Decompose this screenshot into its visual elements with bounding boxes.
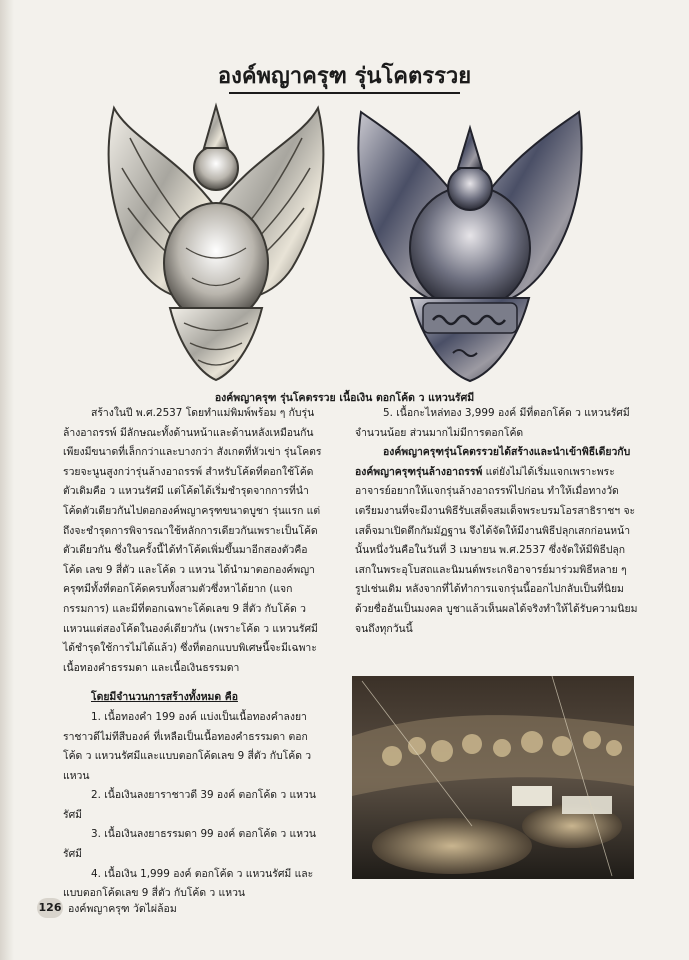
ceremony-paragraph-body: แต่ยังไม่ได้เริ่มแจกเพราะพระอาจารย์อยากให้แจกรุ่นล้างอาถรรพ์ไปก่อน ทำให้เมื่อทางวัดเตรียมงานที่จะมีงานพิธีรับเสด็จสมเด็จพระบรมโอรสาธิราชฯ จะเสด็จมาเปิดตึกกัมมัฏฐาน จึงได้จัดให้มีงานพิธีปลุกเสกก่อนหน้านั้นหนึ่งวันคือในวันที่ 3 เมษายน พ.ศ.2537 ซึ่งจัดให้มีพิธีปลุกเสกในพระอุโบสถและนิมนต์พระเกจิอาจารย์มาร่วมพิธีหลาย ๆ รูปเช่นเดิม หลังจากที่ได้ทำการแจกรุ่นนี้ออกไปกลับเป็นที่นิยมด้วยชื่ออันเป็นมงคล บูชาแล้วเห็นผลได้จริงทำให้ได้รับความนิยมจนถึงทุกวันนี้ xyxy=(355,465,638,635)
page-edge xyxy=(0,0,14,960)
intro-paragraph: สร้างในปี พ.ศ.2537 โดยทำแม่พิมพ์พร้อม ๆ กับรุ่นล้างอาถรรพ์ มีลักษณะทั้งด้านหน้าและด้านหลังเหมือนกัน เพียงมีขนาดที่เล็กกว่าและบางกว่า สังเกตที่หัวเข่า รุ่นโคตรรวยจะนูนสูงกว่ารุ่นล้างอาถรรพ์ สำหรับโค้ดที่ตอกใช้โค้ดตัวเดิมคือ ว แหวนรัศมี แต่โค้ดได้เริ่มชำรุดจากการที่นำโค้ดตัวเดียวกันไปตอกองค์พญาครุฑขนาดบูชา รุ่นแรก แต่ถึงจะชำรุดการพิจารณาใช้หลักการเดียวกันเพราะเป็นโค้ดตัวเดียวกัน ซึ่งในครั้งนี้ได้ทำโค้ดเพิ่มขึ้นมาอีกสองตัวคือโค้ด เลข 9 สี่ตัว และโค้ด ว แหวน ได้นำมาตอกองค์พญาครุฑมีทั้งที่ตอกโค้ดครบทั้งสามตัวซึ่งหาได้ยาก (แจกกรรมการ) และมีที่ตอกเฉพาะโค้ดเลข 9 สี่ตัว กับโค้ด ว แหวนแต่สองโค้ดในองค์เดียวกัน (เพราะโค้ด ว แหวนรัศมีได้ชำรุดใช้การไม่ได้แล้ว) ซึ่งที่ตอกแบบพิเศษนี้จะมีเฉพาะเนื้อทองคำธรรมดา และเนื้อเงินธรรมดา xyxy=(63,407,322,674)
left-column xyxy=(63,404,325,904)
list-item: 3. เนื้อเงินลงยาธรรมดา 99 องค์ ตอกโค้ด ว แหวนรัศมี xyxy=(63,828,317,861)
ceremony-paragraph xyxy=(355,443,639,639)
ceremony-photo xyxy=(352,676,634,879)
title-underline xyxy=(229,92,460,94)
amulet-back-image xyxy=(353,98,587,383)
list-item: 4. เนื้อเงิน 1,999 องค์ ตอกโค้ด ว แหวนรัศมี และแบบตอกโค้ดเลข 9 สี่ตัว กับโค้ด ว แหวน xyxy=(63,867,314,900)
list-item: 1. เนื้อทองคำ 199 องค์ แบ่งเป็นเนื้อทองคำลงยาราชาวดีไม่ทีสีบองค์ ที่เหลือเป็นเนื้อทองคำธรรมดา ตอกโค้ด ว แหวนรัศมีและแบบตอกโค้ดเลข 9 สี่ตัว กับโค้ด ว แหวน xyxy=(63,710,312,782)
list-item: 5. เนื้อกะไหล่ทอง 3,999 องค์ มีที่ตอกโค้ด ว แหวนรัศมีจำนวนน้อย ส่วนมากไม่มีการตอกโค้ด xyxy=(355,407,630,439)
list-heading: โดยมีจำนวนการสร้างทั้งหมด คือ xyxy=(91,691,238,704)
page-number: 126 xyxy=(37,898,63,918)
ceremony-paragraph-lead: องค์พญาครุฑรุ่นโคตรรวยได้สร้างและนำเข้าพิธีเดียวกับองค์พญาครุฑรุ่นล้างอาถรรพ์ xyxy=(355,446,631,478)
amulet-front-image xyxy=(100,98,332,383)
list-item: 2. เนื้อเงินลงยาราชาวดี 39 องค์ ตอกโค้ด ว แหวนรัศมี xyxy=(63,789,316,821)
page-title: องค์พญาครุฑ รุ่นโคตรรวย xyxy=(217,64,472,89)
right-column xyxy=(355,404,639,639)
footer-text: องค์พญาครุฑ วัดไผ่ล้อม xyxy=(68,903,177,915)
image-caption: องค์พญาครุฑ รุ่นโคตรรวย เนื้อเงิน ตอกโค้ด ว แหวนรัศมี xyxy=(214,392,475,404)
